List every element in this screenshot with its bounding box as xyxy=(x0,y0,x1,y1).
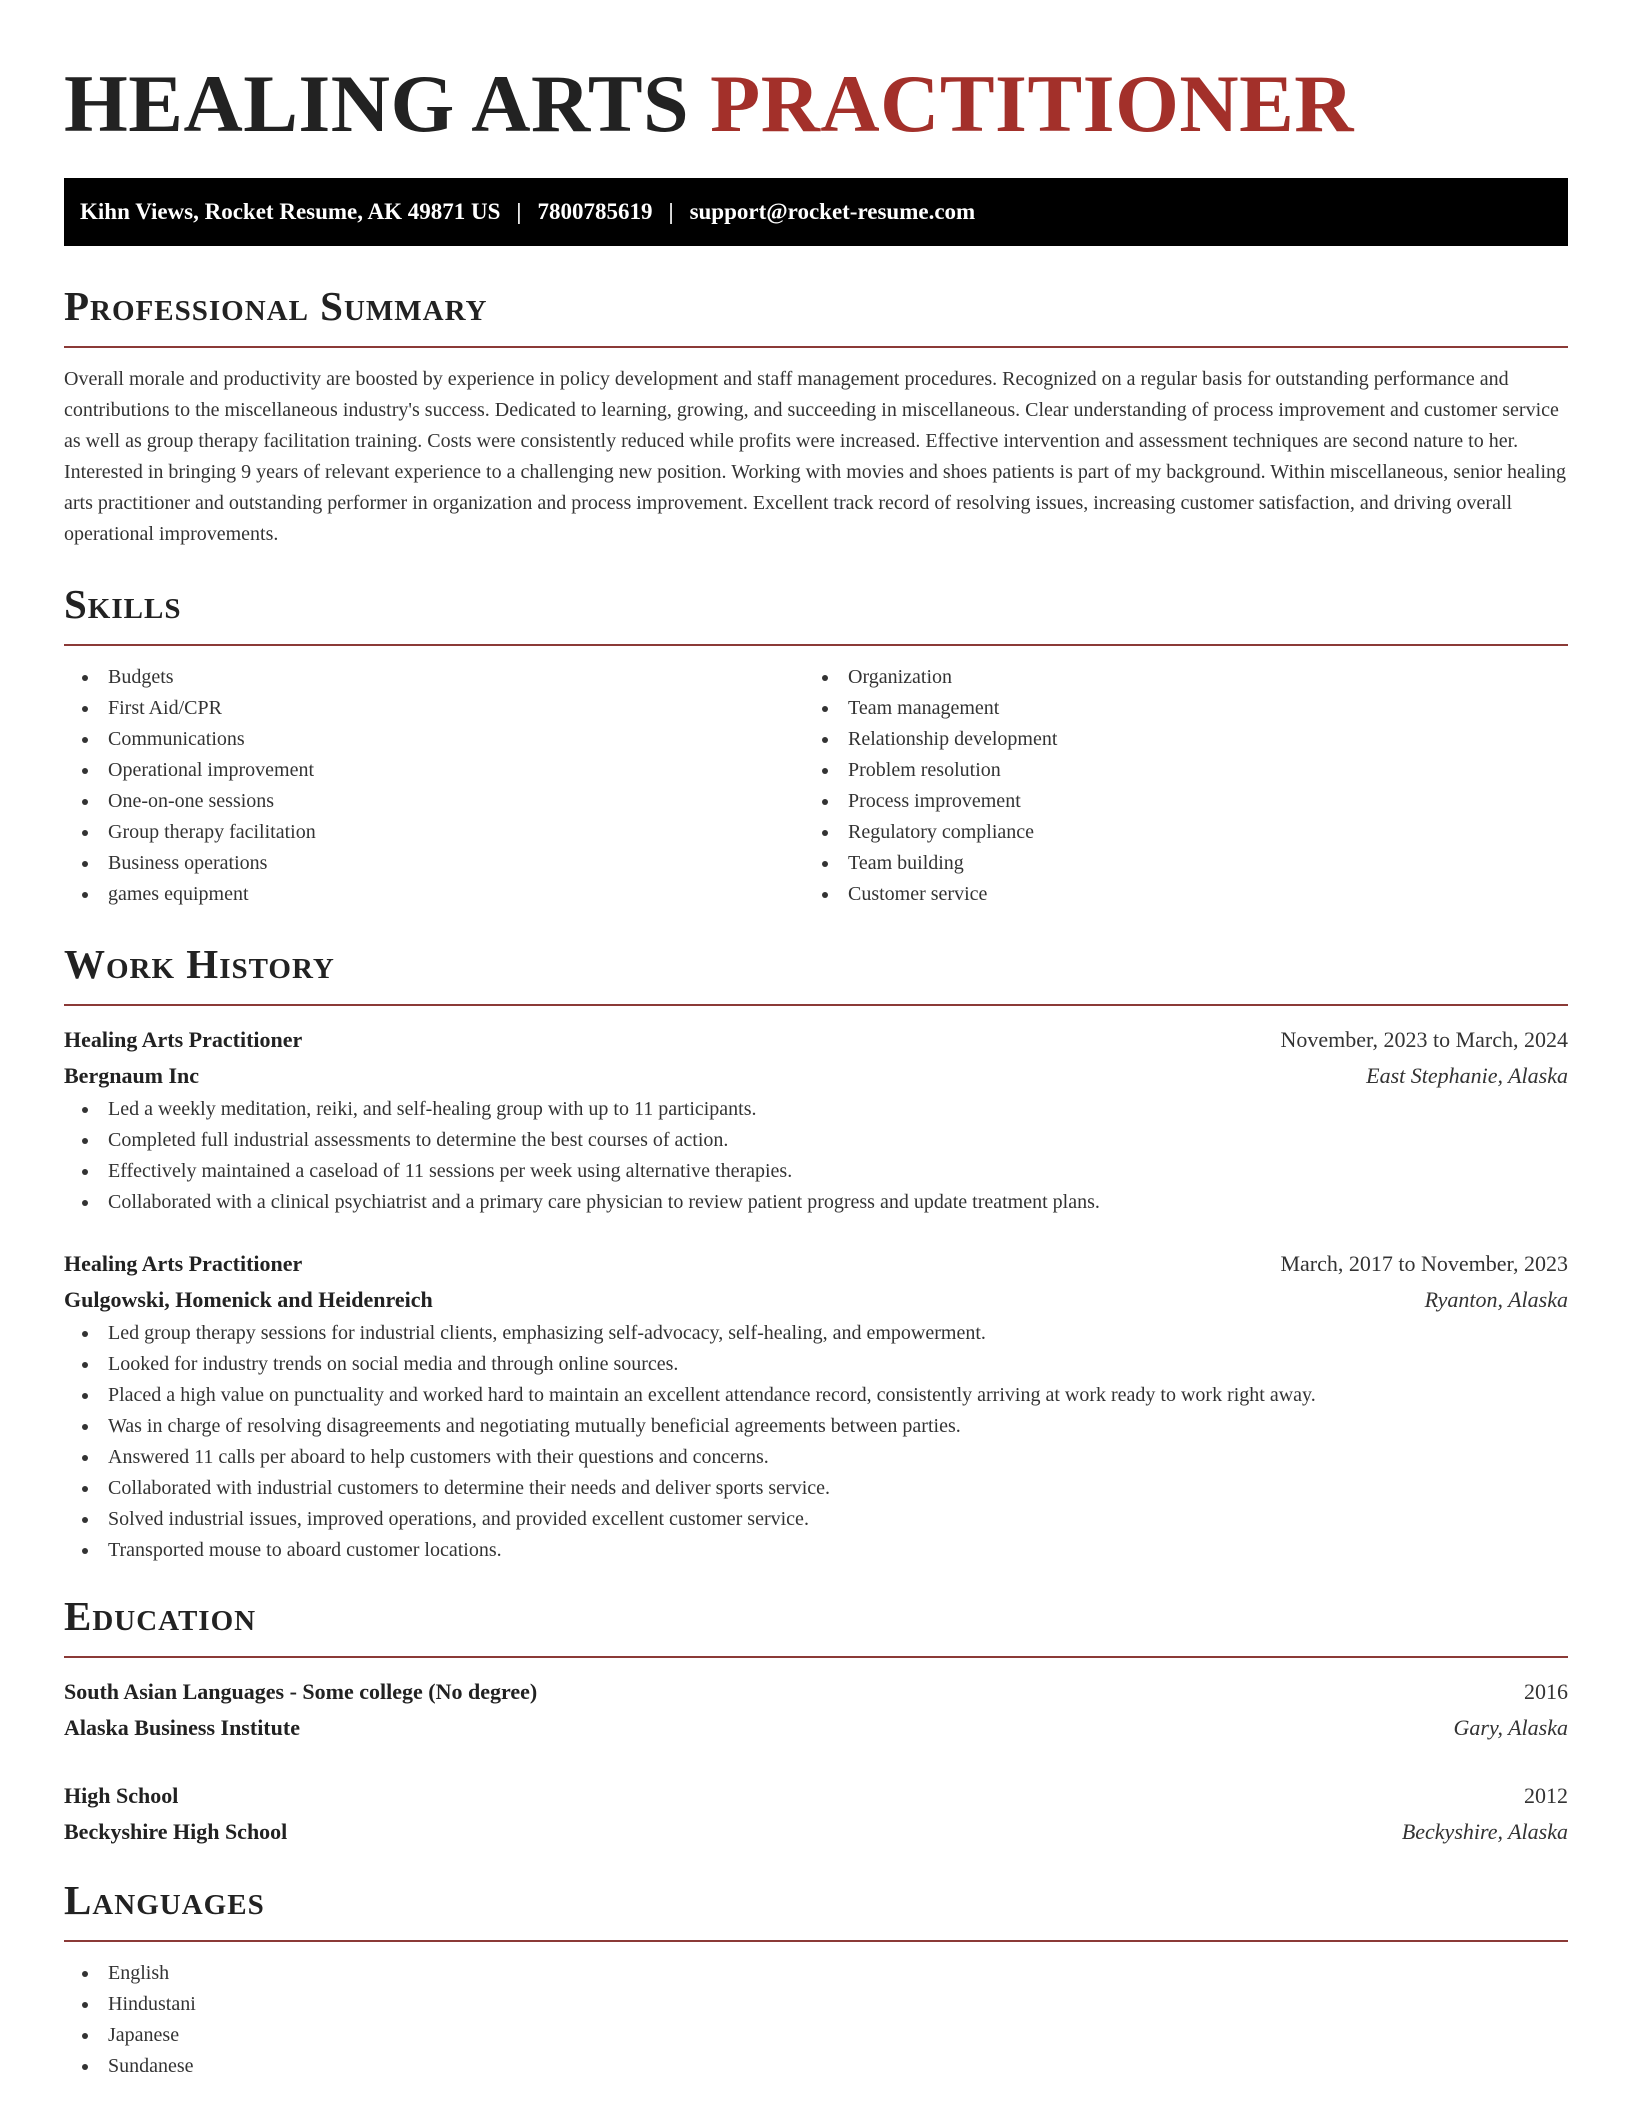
section-divider xyxy=(64,644,1568,646)
language-item: English xyxy=(64,1958,1568,1989)
language-item: Hindustani xyxy=(64,1989,1568,2020)
job-company-row xyxy=(64,1058,1568,1094)
job-company-row xyxy=(64,1282,1568,1318)
job-bullet: Effectively maintained a caseload of 11 sessions per week using alternative therapies. xyxy=(64,1156,1568,1187)
skill-item: Organization xyxy=(804,662,1544,693)
job-bullet: Was in charge of resolving disagreements and negotiating mutually beneficial agreements between parties. xyxy=(64,1411,1568,1442)
education-school: Beckyshire High School xyxy=(64,1819,288,1844)
skill-item: Relationship development xyxy=(804,724,1544,755)
languages-section xyxy=(64,1876,1568,2082)
resume-name xyxy=(64,0,1568,152)
skill-item: Regulatory compliance xyxy=(804,817,1544,848)
education-school: Alaska Business Institute xyxy=(64,1715,300,1740)
skills-title: Skills xyxy=(64,581,182,627)
education-degree: South Asian Languages - Some college (No degree) xyxy=(64,1679,538,1704)
job-bullet: Solved industrial issues, improved operations, and provided excellent customer service. xyxy=(64,1504,1568,1535)
skill-item: Operational improvement xyxy=(64,755,804,786)
skill-item: Communications xyxy=(64,724,804,755)
summary-title: Professional Summary xyxy=(64,283,488,329)
job-bullet: Collaborated with a clinical psychiatrist and a primary care physician to review patient progress and update treatment plans. xyxy=(64,1187,1568,1218)
job-bullet: Looked for industry trends on social media and through online sources. xyxy=(64,1349,1568,1380)
job-bullet: Collaborated with industrial customers to determine their needs and deliver sports service. xyxy=(64,1473,1568,1504)
summary-section xyxy=(64,282,1568,550)
skills-grid xyxy=(64,662,1568,910)
skills-section xyxy=(64,580,1568,910)
contact-email: support@rocket-resume.com xyxy=(689,199,976,224)
name-last: PRACTITIONER xyxy=(710,58,1354,149)
job-bullet: Placed a high value on punctuality and worked hard to maintain an excellent attendance record, consistently arriving at work ready to work right away. xyxy=(64,1380,1568,1411)
skill-item: Team management xyxy=(804,693,1544,724)
skill-item: One-on-one sessions xyxy=(64,786,804,817)
job-bullet: Answered 11 calls per aboard to help customers with their questions and concerns. xyxy=(64,1442,1568,1473)
skill-item: Business operations xyxy=(64,848,804,879)
job-bullet: Led a weekly meditation, reiki, and self-healing group with up to 11 participants. xyxy=(64,1094,1568,1125)
job-company: Gulgowski, Homenick and Heidenreich xyxy=(64,1287,433,1312)
job-header-row xyxy=(64,1246,1568,1282)
contact-bar xyxy=(64,178,1568,246)
job-dates: November, 2023 to March, 2024 xyxy=(1280,1027,1568,1052)
job-entry xyxy=(64,1246,1568,1566)
name-first: HEALING ARTS xyxy=(64,58,690,149)
skills-list-left xyxy=(64,662,804,910)
education-school-row xyxy=(64,1814,1568,1850)
job-company: Bergnaum Inc xyxy=(64,1063,200,1088)
education-year: 2012 xyxy=(1524,1783,1568,1808)
job-bullets xyxy=(64,1094,1568,1218)
education-degree-row xyxy=(64,1778,1568,1814)
skills-list-right xyxy=(804,662,1544,910)
contact-separator: | xyxy=(516,199,522,224)
job-bullet: Completed full industrial assessments to determine the best courses of action. xyxy=(64,1125,1568,1156)
job-title: Healing Arts Practitioner xyxy=(64,1251,303,1276)
education-location: Beckyshire, Alaska xyxy=(1401,1819,1568,1844)
job-location: East Stephanie, Alaska xyxy=(1366,1063,1568,1088)
language-item: Sundanese xyxy=(64,2051,1568,2082)
education-entry xyxy=(64,1778,1568,1850)
education-title: Education xyxy=(64,1593,257,1639)
languages-list xyxy=(64,1958,1568,2082)
job-bullets xyxy=(64,1318,1568,1566)
skill-item: games equipment xyxy=(64,879,804,910)
education-degree: High School xyxy=(64,1783,179,1808)
skill-item: Customer service xyxy=(804,879,1544,910)
job-location: Ryanton, Alaska xyxy=(1424,1287,1568,1312)
job-title: Healing Arts Practitioner xyxy=(64,1027,303,1052)
education-location: Gary, Alaska xyxy=(1453,1715,1568,1740)
skill-item: Team building xyxy=(804,848,1544,879)
education-school-row xyxy=(64,1710,1568,1746)
contact-phone: 7800785619 xyxy=(537,199,653,224)
job-dates: March, 2017 to November, 2023 xyxy=(1280,1251,1568,1276)
section-divider xyxy=(64,1004,1568,1006)
section-divider xyxy=(64,1940,1568,1942)
skill-item: Group therapy facilitation xyxy=(64,817,804,848)
skill-item: First Aid/CPR xyxy=(64,693,804,724)
job-header-row xyxy=(64,1022,1568,1058)
education-section xyxy=(64,1592,1568,1850)
work-history-section xyxy=(64,940,1568,1566)
section-divider xyxy=(64,346,1568,348)
language-item: Japanese xyxy=(64,2020,1568,2051)
job-bullet: Led group therapy sessions for industrial clients, emphasizing self-advocacy, self-healing, and empowerment. xyxy=(64,1318,1568,1349)
contact-address: Kihn Views, Rocket Resume, AK 49871 US xyxy=(80,199,501,224)
job-entry xyxy=(64,1022,1568,1218)
work-history-title: Work History xyxy=(64,941,335,987)
summary-text: Overall morale and productivity are boosted by experience in policy development and staff management procedures. Recognized on a regular basis for outstanding performance and contributions to the miscellaneous industry's success. Dedicated to learning, growing, and succeeding in miscellaneous. Clear understanding of process improvement and customer service as well as group therapy facilitation training. Costs were consistently reduced while profits were increased. Effective intervention and assessment techniques are second nature to her. Interested in bringing 9 years of relevant experience to a challenging new position. Working with movies and shoes patients is part of my background. Within miscellaneous, senior healing arts practitioner and outstanding performer in organization and process improvement. Excellent track record of resolving issues, increasing customer satisfaction, and driving overall operational improvements. xyxy=(64,368,1567,545)
job-bullet: Transported mouse to aboard customer locations. xyxy=(64,1535,1568,1566)
skill-item: Budgets xyxy=(64,662,804,693)
skill-item: Problem resolution xyxy=(804,755,1544,786)
education-year: 2016 xyxy=(1524,1679,1568,1704)
education-degree-row xyxy=(64,1674,1568,1710)
contact-separator: | xyxy=(668,199,674,224)
section-divider xyxy=(64,1656,1568,1658)
languages-title: Languages xyxy=(64,1877,265,1923)
skill-item: Process improvement xyxy=(804,786,1544,817)
education-entry xyxy=(64,1674,1568,1746)
